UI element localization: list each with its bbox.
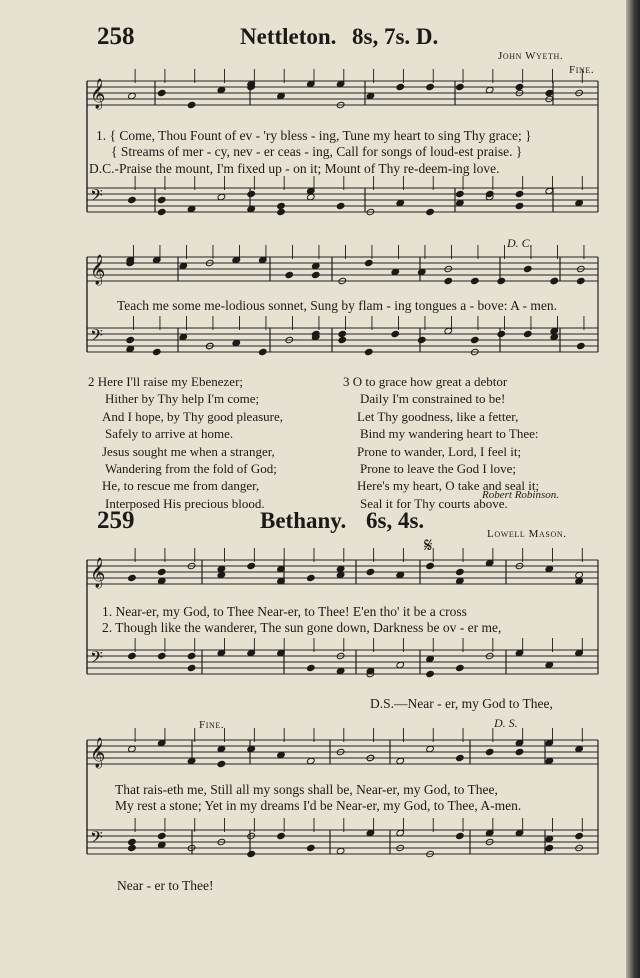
treble-staff (87, 257, 598, 281)
treble-note (470, 277, 479, 284)
treble-note (426, 83, 435, 90)
treble-note (515, 83, 524, 90)
bass-note (391, 330, 400, 337)
bass-note (338, 330, 347, 337)
bass-note (336, 202, 345, 209)
composer-259: Lowell Mason. (487, 528, 567, 540)
lyric-line-258-1b: { Streams of mer - cy, nev - er ceas - ing, Call for songs of loud-est praise. } (111, 144, 523, 159)
treble-note (550, 277, 559, 284)
bass-note (157, 652, 166, 659)
treble-note (456, 83, 465, 90)
hymn-tune-title-259: Bethany. (260, 508, 347, 533)
book-spine (626, 0, 640, 978)
treble-note (456, 754, 465, 761)
bass-note (485, 190, 494, 197)
treble-clef-icon: 𝄞 (90, 738, 106, 768)
verse-line: Seal it for Thy courts above. (360, 495, 508, 511)
bass-note (258, 348, 267, 355)
lyric-line-259-1: 1. Near-er, my God, to Thee Near-er, to Thee! E'en tho' it be a cross (102, 604, 467, 619)
verse-line: Jesus sought me when a stranger, (102, 443, 275, 459)
hymn-number-258: 258 (97, 23, 135, 50)
treble-note (307, 574, 316, 581)
bass-note (277, 208, 286, 215)
bass-note (576, 342, 585, 349)
treble-note (187, 101, 196, 108)
lyric-line-259-3b: My rest a stone; Yet in my dreams I'd be Near-er, my God, to Thee, A-men. (115, 798, 522, 813)
bass-note (417, 336, 426, 343)
bass-note (277, 202, 286, 209)
bass-note (187, 664, 196, 671)
hymn-tune-title-258: Nettleton. (240, 24, 337, 49)
verse-line: Safely to arrive at home. (105, 426, 234, 442)
bass-note (128, 196, 137, 203)
bass-note (307, 844, 316, 851)
lyric-line-258-1a: 1. { Come, Thou Fount of ev - 'ry bless - ing, Tune my heart to sing Thy grace; } (96, 128, 532, 143)
bass-clef-icon: 𝄢 (90, 647, 103, 671)
treble-note (247, 562, 256, 569)
bass-note (426, 208, 435, 215)
bass-note (126, 336, 135, 343)
lyric-line-258-2: Teach me some me-lodious sonnet, Sung by flam - ing tongues a - bove: A - men. (117, 298, 557, 313)
treble-clef-icon: 𝄞 (90, 255, 106, 285)
treble-note (523, 265, 532, 272)
treble-note (157, 89, 166, 96)
fine-mark-259: Fine. (199, 719, 225, 731)
bass-note (523, 330, 532, 337)
hymn-meter-258: 8s, 7s. D. (352, 24, 439, 49)
treble-note (497, 277, 506, 284)
verse-line: Wandering from the fold of God; (105, 461, 277, 477)
bass-note (515, 202, 524, 209)
treble-clef-icon: 𝄞 (90, 558, 106, 588)
verse-line: Hither by Thy help I'm come; (105, 391, 260, 407)
hymn-meter-259: 6s, 4s. (366, 508, 425, 533)
verse-line: Daily I'm constrained to be! (360, 391, 506, 407)
lyric-line-259-end: Near - er to Thee! (117, 878, 214, 893)
ds-lyric-line-259: D.S.—Near - er, my God to Thee, (370, 696, 553, 711)
treble-note (364, 259, 373, 266)
bass-note (157, 196, 166, 203)
bass-note (128, 652, 137, 659)
verse-line: Let Thy goodness, like a fetter, (357, 408, 519, 424)
ds-mark-259: D. S. (494, 716, 518, 730)
treble-note (456, 568, 465, 575)
treble-note (444, 277, 453, 284)
bass-note (545, 844, 554, 851)
treble-note (285, 271, 294, 278)
lyric-line-259-2: 2. Though like the wanderer, The sun gone down, Darkness be ov - er me, (102, 620, 502, 635)
bass-note (456, 832, 465, 839)
bass-note (364, 348, 373, 355)
treble-note (157, 568, 166, 575)
treble-note (576, 277, 585, 284)
treble-note (426, 562, 435, 569)
bass-note (187, 652, 196, 659)
bass-clef-icon: 𝄢 (90, 827, 103, 851)
bass-note (152, 348, 161, 355)
treble-clef-icon: 𝄞 (90, 79, 106, 109)
author-258: Robert Robinson. (482, 489, 559, 501)
verse-line: 3 O to grace how great a debtor (343, 374, 508, 389)
bass-note (515, 190, 524, 197)
treble-note (515, 748, 524, 755)
treble-note (128, 574, 137, 581)
bass-note (426, 670, 435, 677)
bass-note (128, 844, 137, 851)
bass-note (470, 336, 479, 343)
bass-note (497, 330, 506, 337)
bass-note (277, 832, 286, 839)
bass-note (575, 832, 584, 839)
treble-note (545, 89, 554, 96)
verse-line: 2 Here I'll raise my Ebenezer; (88, 374, 244, 389)
fine-mark-258: Fine. (569, 64, 595, 76)
treble-note (217, 760, 226, 767)
bass-clef-icon: 𝄢 (90, 325, 103, 349)
bass-note (157, 208, 166, 215)
bass-clef-icon: 𝄢 (90, 185, 103, 209)
verse-line: Prone to leave the God I love; (360, 461, 516, 477)
segno-icon: 𝄋 (424, 535, 433, 557)
verse-line: Interposed His precious blood. (105, 495, 265, 511)
lyric-line-259-3a: That rais-eth me, Still all my songs shall be, Near-er, my God, to Thee, (115, 782, 498, 797)
dc-lyric-line-258: D.C.-Praise the mount, I'm fixed up - on it; Mount of Thy re-deem-ing love. (89, 161, 500, 176)
verse-line: Prone to wander, Lord, I feel it; (357, 443, 522, 459)
hymn-number-259: 259 (97, 507, 135, 534)
bass-note (247, 190, 256, 197)
verse-line: Bind my wandering heart to Thee: (360, 426, 539, 442)
dc-mark-258: D. C. (507, 236, 533, 250)
bass-note (128, 838, 137, 845)
verse-line: He, to rescue me from danger, (102, 478, 260, 494)
treble-note (311, 271, 320, 278)
bass-note (307, 664, 316, 671)
verse-line: And I hope, by Thy good pleasure, (102, 408, 284, 424)
treble-note (485, 748, 494, 755)
bass-note (456, 190, 465, 197)
treble-note (366, 568, 375, 575)
bass-note (157, 832, 166, 839)
bass-note (338, 336, 347, 343)
bass-note (456, 664, 465, 671)
composer-258: John Wyeth. (498, 50, 564, 62)
treble-note (396, 83, 405, 90)
verse-line: Here's my heart, O take and seal it; (357, 478, 540, 494)
bass-note (247, 850, 256, 857)
